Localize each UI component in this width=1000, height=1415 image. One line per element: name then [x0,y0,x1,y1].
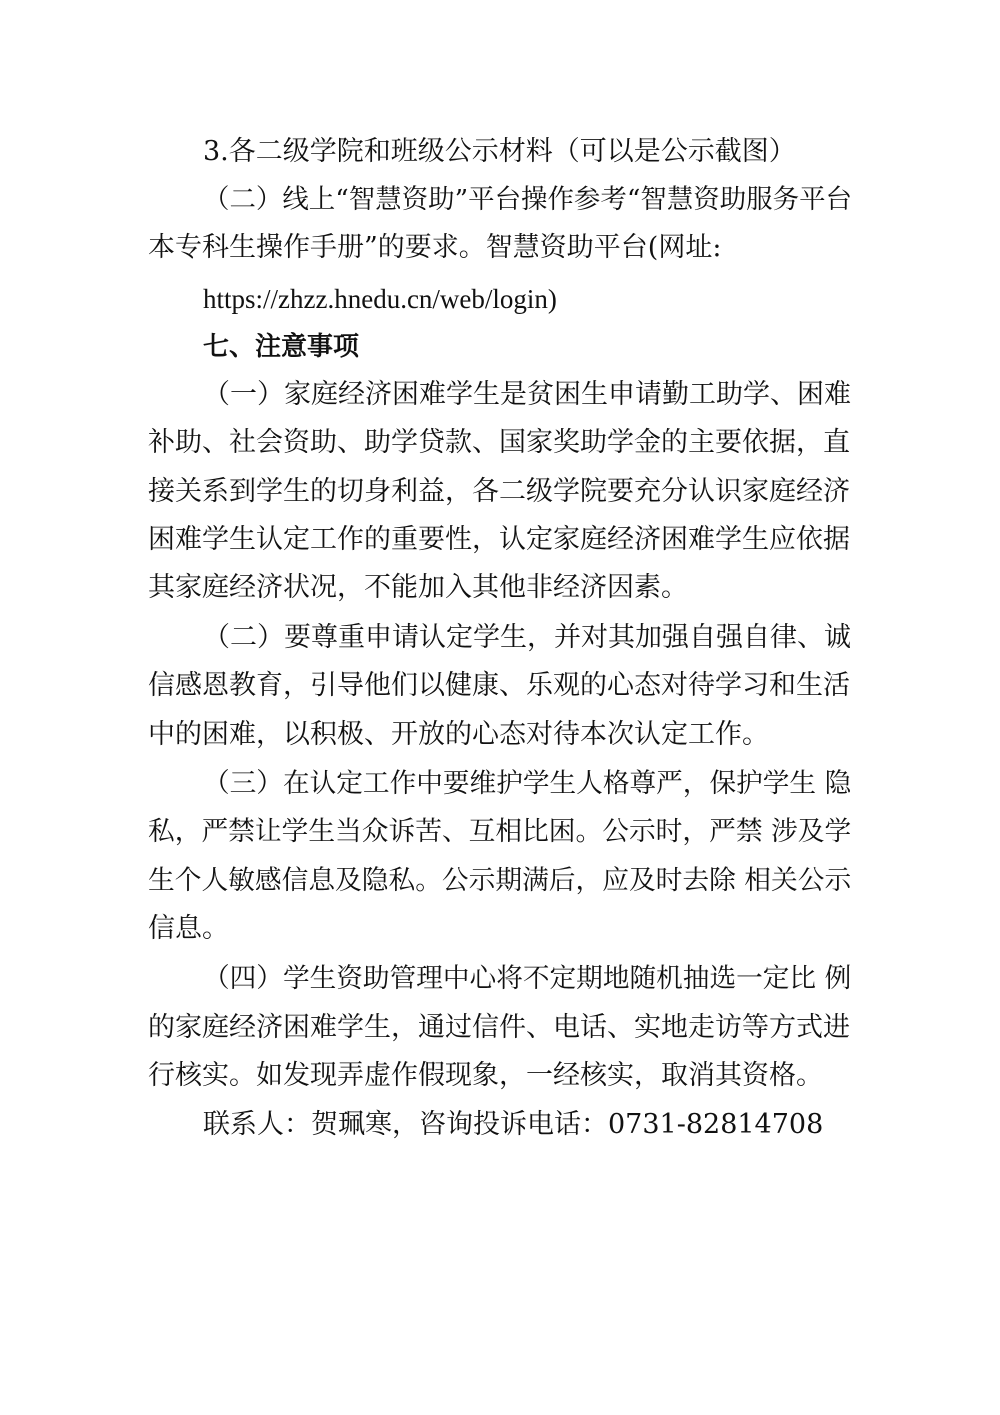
note-1-line-1: （一）家庭经济困难学生是贫困生申请勤工助学、困难 [203,379,851,410]
note-3-line-3: 生个人敏感信息及隐私。公示期满后，应及时去除 相关公示 [148,865,852,896]
note-2-line-3: 中的困难，以积极、开放的心态对待本次认定工作。 [148,719,769,750]
note-3-line-2: 私，严禁让学生当众诉苦、互相比困。公示时，严禁 涉及学 [148,816,852,847]
note-1-line-4: 困难学生认定工作的重要性，认定家庭经济困难学生应依据 [148,524,850,555]
contact-line: 联系人：贺珮寒，咨询投诉电话：0731-82814708 [203,1109,824,1140]
paragraph-online-platform-line-1: （二）线上“智慧资助”平台操作参考“智慧资助服务平台 [203,184,852,215]
note-3-line-4: 信息。 [148,913,229,944]
note-1-line-2: 补助、社会资助、助学贷款、国家奖助学金的主要依据，直 [148,427,850,458]
note-4-line-2: 的家庭经济困难学生，通过信件、电话、实地走访等方式进 [148,1012,850,1043]
paragraph-materials-item-3: 3.各二级学院和班级公示材料（可以是公示截图） [203,136,796,167]
note-4-line-3: 行核实。如发现弄虚作假现象，一经核实，取消其资格。 [148,1060,823,1091]
platform-url: https://zhzz.hnedu.cn/web/login) [203,284,557,314]
note-1-line-3: 接关系到学生的切身利益，各二级学院要充分认识家庭经济 [148,476,850,507]
note-4-line-1: （四）学生资助管理中心将不定期地随机抽选一定比 例 [203,963,852,994]
section-heading-notes: 七、注意事项 [203,332,360,362]
note-3-line-1: （三）在认定工作中要维护学生人格尊严，保护学生 隐 [203,768,852,799]
note-2-line-1: （二）要尊重申请认定学生，并对其加强自强自律、诚 [203,622,851,653]
note-2-line-2: 信感恩教育，引导他们以健康、乐观的心态对待学习和生活 [148,670,850,701]
paragraph-online-platform-line-2: 本专科生操作手册”的要求。智慧资助平台(网址: [148,232,722,263]
note-1-line-5: 其家庭经济状况，不能加入其他非经济因素。 [148,572,688,603]
